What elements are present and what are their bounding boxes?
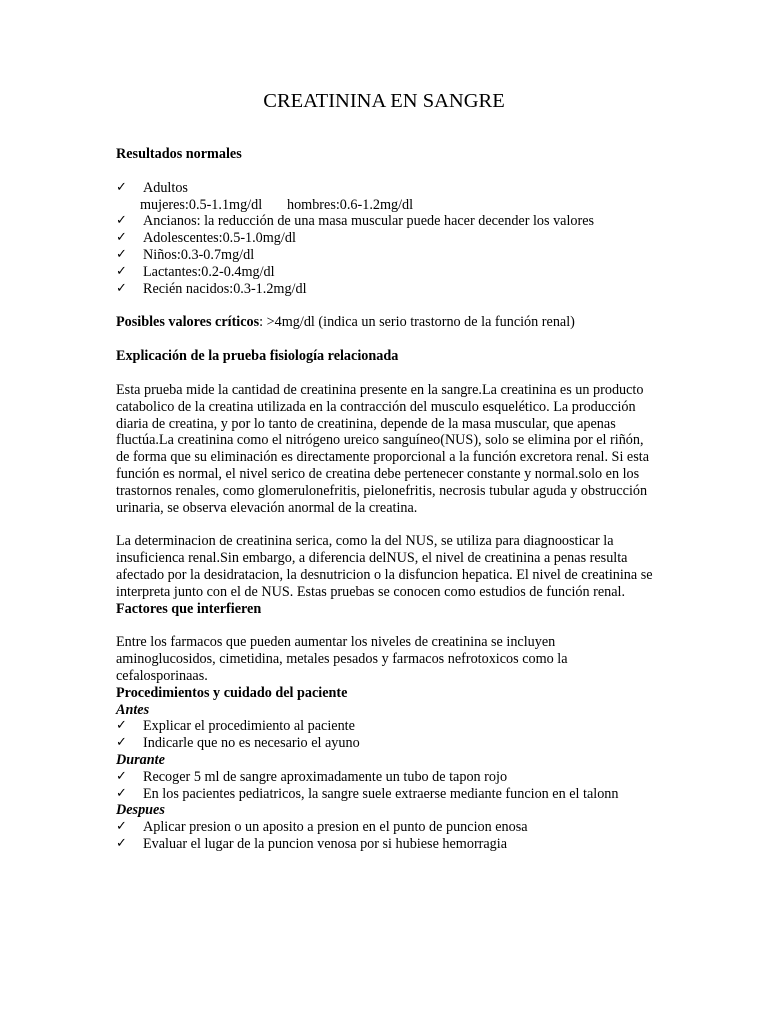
list-item	[116, 230, 656, 247]
section-heading-procedimientos: Procedimientos y cuidado del paciente	[116, 684, 348, 701]
list-item-text: Adolescentes:0.5-1.0mg/dl	[143, 230, 296, 247]
checkmark-icon: ✓	[116, 735, 127, 751]
criticos-value: : >4mg/dl (indica un serio trastorno de la función renal)	[259, 314, 575, 331]
subheading-durante: Durante	[116, 751, 165, 768]
list-item-text: Adultos	[143, 179, 188, 196]
checkmark-icon: ✓	[116, 280, 127, 296]
list-item	[116, 247, 656, 264]
list-item-text: Explicar el procedimiento al paciente	[143, 718, 355, 735]
list-item	[116, 836, 656, 853]
adultos-detail: mujeres:0.5-1.1mg/dl hombres:0.6-1.2mg/dl	[140, 196, 414, 213]
list-item-text: Lactantes:0.2-0.4mg/dl	[143, 263, 275, 280]
list-item	[116, 769, 656, 786]
checkmark-icon: ✓	[116, 718, 127, 734]
checkmark-icon: ✓	[116, 785, 127, 801]
factores-paragraph: Entre los farmacos que pueden aumentar los niveles de creatinina se incluyen aminoglucosidos, cimetidina, metales pesados y farmacos nefrotoxicos como la cefalosporinaas.	[116, 634, 568, 684]
list-item	[116, 819, 656, 836]
checkmark-icon: ✓	[116, 213, 127, 229]
checkmark-icon: ✓	[116, 246, 127, 262]
checkmark-icon: ✓	[116, 819, 127, 835]
list-item	[116, 213, 656, 230]
list-item-text: En los pacientes pediatricos, la sangre suele extraerse mediante funcion en el talonn	[143, 785, 619, 802]
explicacion-paragraph-2: La determinacion de creatinina serica, como la del NUS, se utiliza para diagnoosticar la insuficienca renal.Sin embargo, a diferencia delNUS, el nivel de creatinina a penas resulta afectado por la desidratacion, la desnutricion o la disfuncion hepatica. El nivel de creatinina se interpreta junto con el de NUS. Estas pruebas se conocen como estudios de función renal.	[116, 533, 653, 600]
section-heading-explicacion: Explicación de la prueba fisiología relacionada	[116, 348, 399, 365]
list-item-text: Indicarle que no es necesario el ayuno	[143, 735, 360, 752]
resultados-list	[116, 180, 656, 197]
subheading-despues: Despues	[116, 802, 165, 819]
list-item	[116, 264, 656, 281]
durante-list	[116, 769, 656, 803]
despues-list	[116, 819, 656, 853]
list-item	[116, 786, 656, 803]
resultados-list-continued	[116, 213, 656, 297]
list-item	[116, 718, 656, 735]
list-item-text: Aplicar presion o un aposito a presion en el punto de puncion enosa	[143, 819, 528, 836]
list-item-text: Evaluar el lugar de la puncion venosa por si hubiese hemorragia	[143, 835, 508, 852]
criticos-line	[116, 314, 656, 331]
list-item	[116, 281, 656, 298]
explicacion-paragraph-1: Esta prueba mide la cantidad de creatinina presente en la sangre.La creatinina es un producto catabolico de la creatina utilizada en la contracción del musculo esquelético. La producción diaria de creatina, y por lo tanto de creatinina, depende de la masa muscular, que apenas fluctúa.La creatinina como el nitrógeno ureico sanguíneo(NUS), solo se elimina por el riñón, de forma que su eliminación es directamente proporcional a la función excretora renal. Si esta función es normal, el nivel serico de creatina debe pertenecer constante y normal.solo en los trastornos renales, como glomerulonefritis, pielonefritis, necrosis tubular aguda y obstrucción urinaria, se observa elevación anormal de la creatina.	[116, 381, 649, 516]
list-item	[116, 735, 656, 752]
checkmark-icon: ✓	[116, 768, 127, 784]
checkmark-icon: ✓	[116, 835, 127, 851]
list-item-text: Recién nacidos:0.3-1.2mg/dl	[143, 280, 307, 297]
list-item-text: Ancianos: la reducción de una masa muscular puede hacer decender los valores	[143, 213, 595, 230]
section-heading-factores: Factores que interfieren	[116, 600, 262, 617]
checkmark-icon: ✓	[116, 263, 127, 279]
list-item-text: Niños:0.3-0.7mg/dl	[143, 246, 255, 263]
subheading-antes: Antes	[116, 701, 150, 718]
section-heading-resultados: Resultados normales	[116, 146, 242, 162]
antes-list	[116, 718, 656, 752]
list-item-text: Recoger 5 ml de sangre aproximadamente un tubo de tapon rojo	[143, 768, 508, 785]
checkmark-icon: ✓	[116, 230, 127, 246]
document-body	[116, 146, 656, 853]
checkmark-icon: ✓	[116, 179, 127, 195]
criticos-label: Posibles valores críticos	[116, 314, 260, 331]
document-title: CREATININA EN SANGRE	[263, 90, 505, 112]
list-item	[116, 180, 656, 197]
